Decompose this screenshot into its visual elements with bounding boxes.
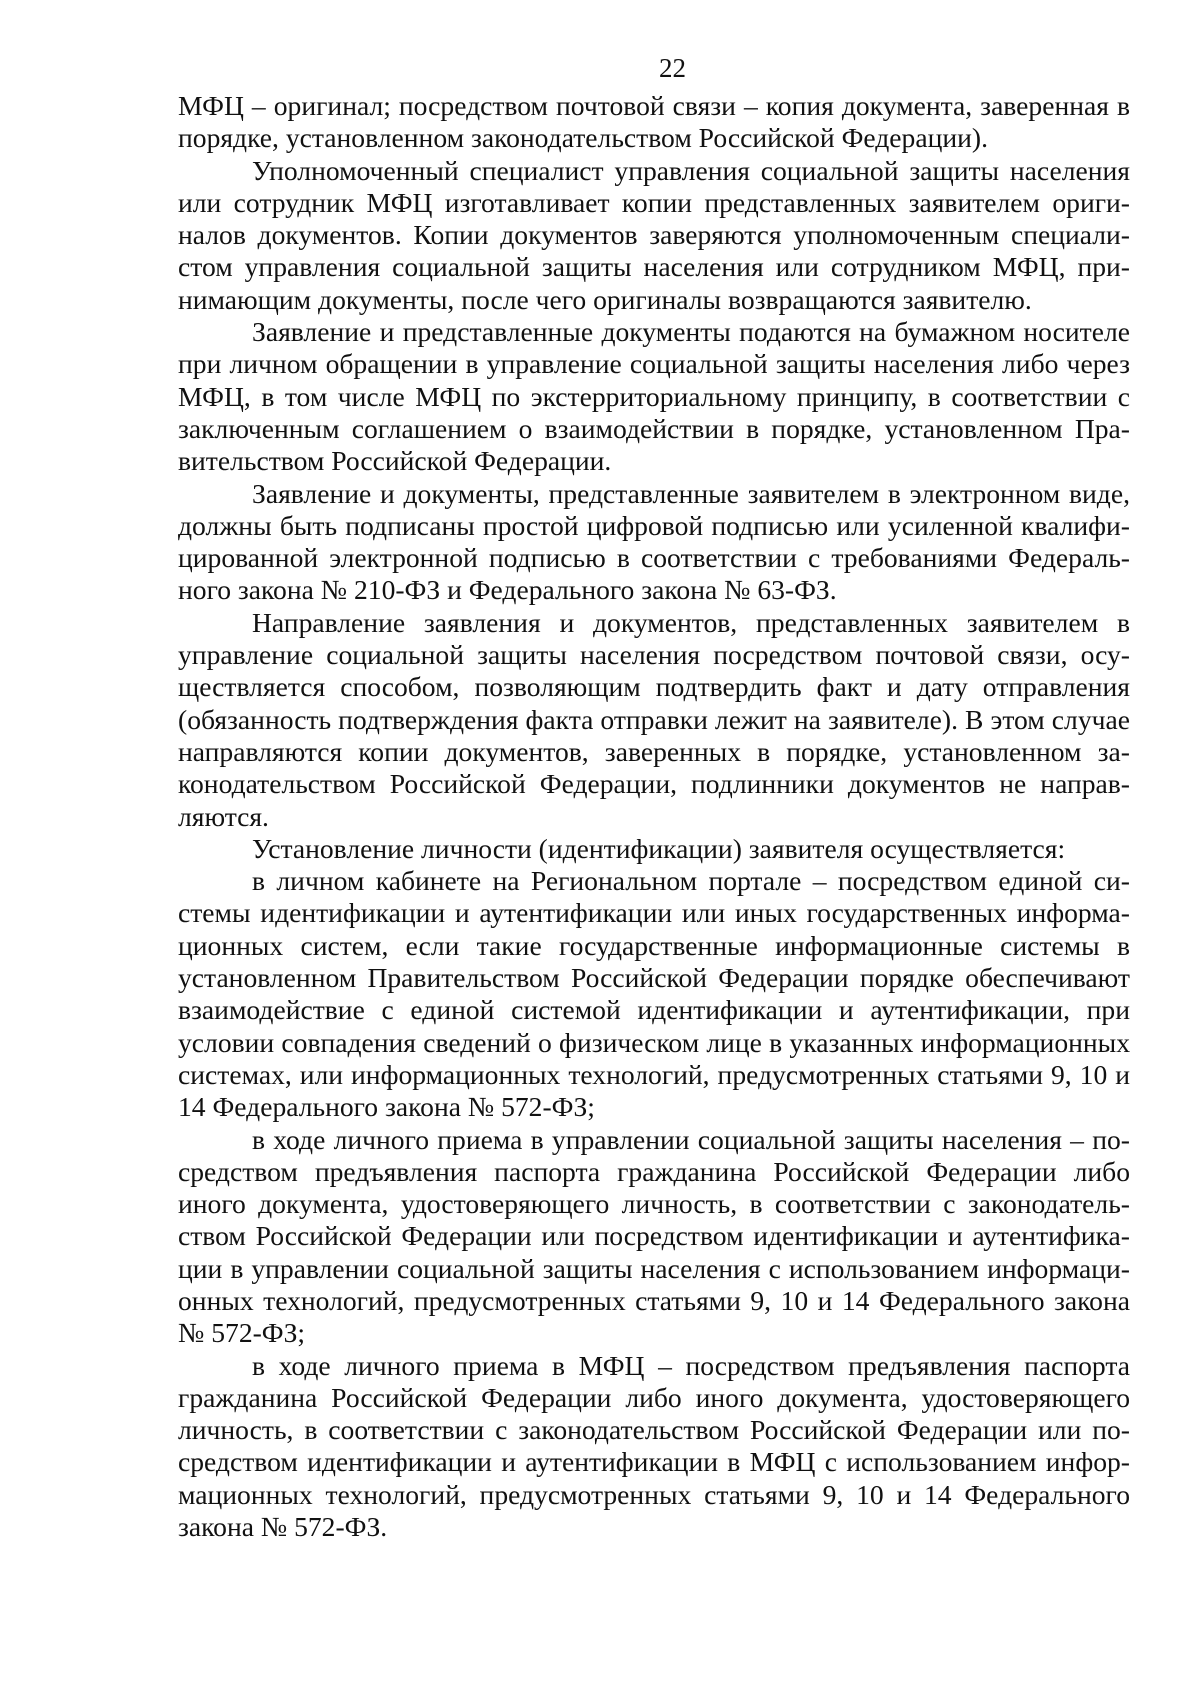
paragraph-document-copies: Уполномоченный специалист управления социальной защиты населения или сотрудник МФЦ изготавливает копии представленных заявителем оригиналов документов. Копии документов заверяются уполномоченным специалистом управления социальной защиты населения или сотрудником МФЦ, принимающим документы, после чего оригиналы возвращаются заявителю. xyxy=(178,154,1130,315)
list-item-mfc-reception: в ходе личного приема в МФЦ – посредством предъявления паспорта гражданина Российской Федерации либо иного документа, удостоверяющего личность, в соответствии с законодательством Российской Федерации или посредством идентификации и аутентификации в МФЦ с использованием информационных технологий, предусмотренных статьями 9, 10 и 14 Федерального закона № 572-ФЗ. xyxy=(178,1349,1130,1543)
list-item-social-protection-office: в ходе личного приема в управлении социальной защиты населения – посредством предъявления паспорта гражданина Российской Федерации либо иного документа, удостоверяющего личность, в соответствии с законодательством Российской Федерации или посредством идентификации и аутентификации в управлении социальной защиты населения с использованием информационных технологий, предусмотренных статьями 9, 10 и 14 Федерального закона № 572-ФЗ; xyxy=(178,1123,1130,1349)
page-number: 22 xyxy=(659,53,686,83)
paragraph-identification-intro: Установление личности (идентификации) заявителя осуществляется: xyxy=(252,832,1066,864)
list-item-regional-portal: в личном кабинете на Региональном портале – посредством единой системы идентификации и аутентификации или иных государственных информационных систем, если такие государственные информационные системы в установленном Правительством Российской Федерации порядке обеспечивают взаимодействие с единой системой идентификации и аутентификации, при условии совпадения сведений о физическом лице в указанных информационных системах, или информационных технологий, предусмотренных статьями 9, 10 и 14 Федерального закона № 572-ФЗ; xyxy=(178,865,1130,1123)
document-body xyxy=(178,90,1130,1543)
paragraph-postal-submission: Направление заявления и документов, представленных заявителем в управление социальной защиты населения посредством почтовой связи, осуществляется способом, позволяющим подтвердить факт и дату отправления (обязанность подтверждения факта отправки лежит на заявителе). В этом случае направляются копии документов, заверенных в порядке, установленном законодательством Российской Федерации, подлинники документов не направляются. xyxy=(178,606,1130,832)
paragraph-continuation: МФЦ – оригинал; посредством почтовой связи – копия документа, заверенная в порядке, установленном законодательством Российской Федерации). xyxy=(178,90,1130,154)
paragraph-electronic-signature: Заявление и документы, представленные заявителем в электронном виде, должны быть подписаны простой цифровой подписью или усиленной квалифицированной электронной подписью в соответствии с требованиями Федерального закона № 210-ФЗ и Федерального закона № 63-ФЗ. xyxy=(178,477,1130,606)
paragraph-paper-submission: Заявление и представленные документы подаются на бумажном носителе при личном обращении в управление социальной защиты населения либо через МФЦ, в том числе МФЦ по экстерриториальному принципу, в соответствии с заключенным соглашением о взаимодействии в порядке, установленном Правительством Российской Федерации. xyxy=(178,316,1130,477)
